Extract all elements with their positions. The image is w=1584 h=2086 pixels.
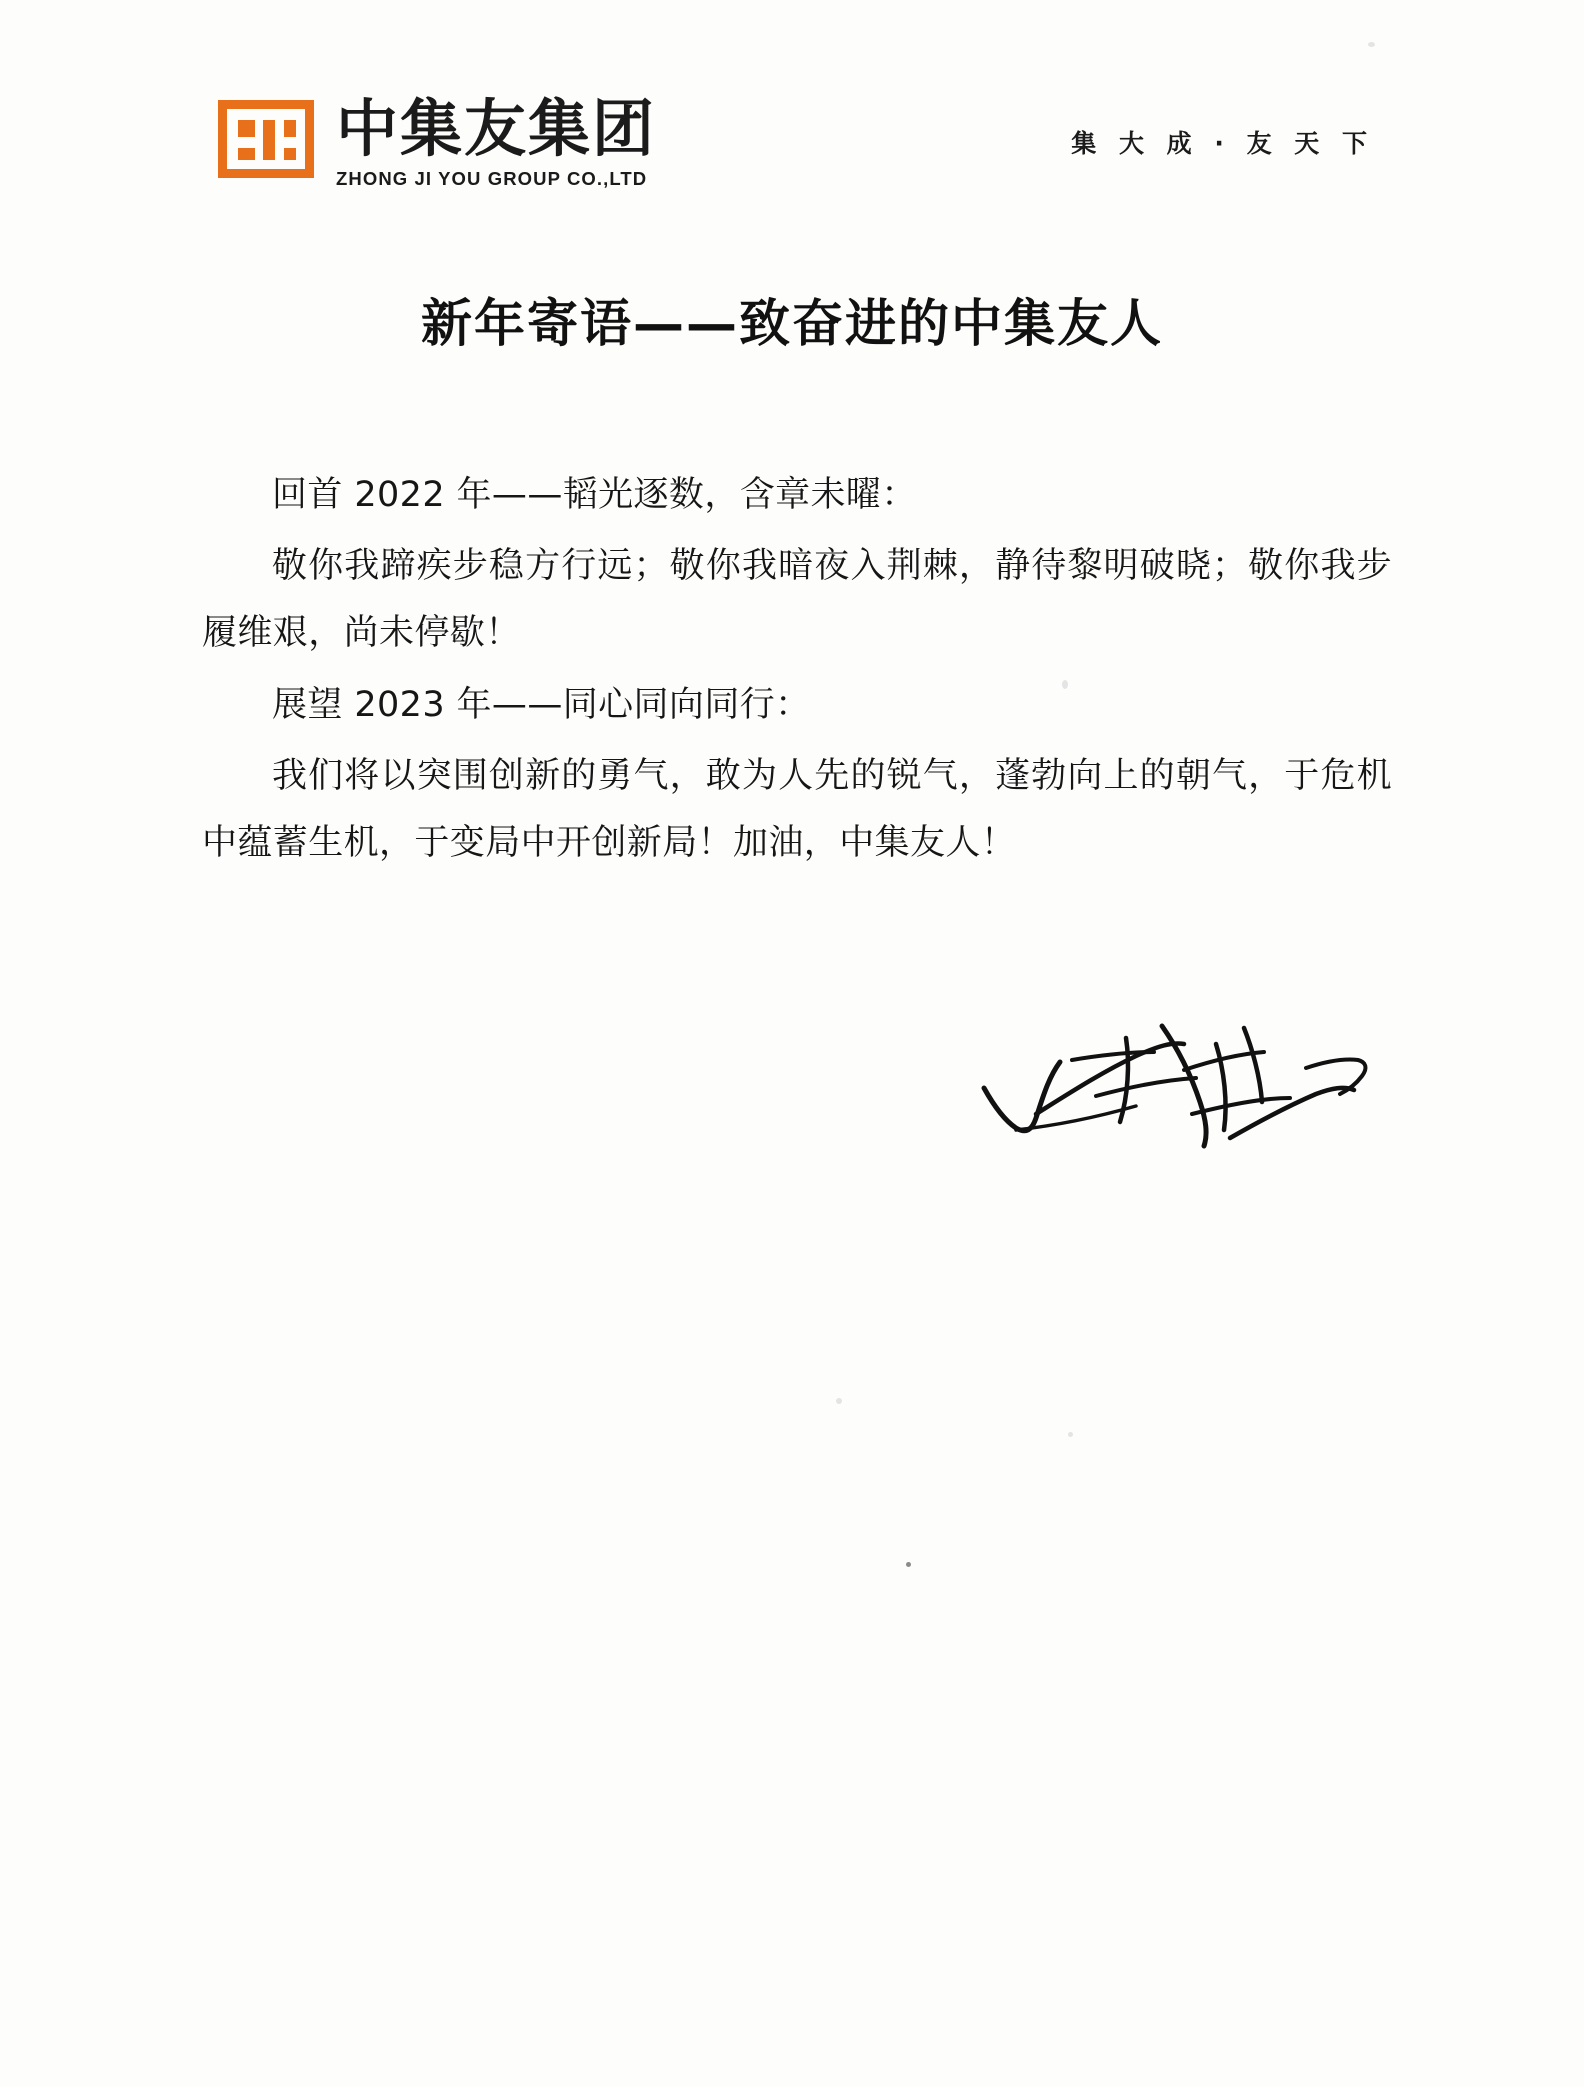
scan-artifact bbox=[1062, 680, 1068, 689]
scan-artifact bbox=[906, 1562, 911, 1567]
document-header bbox=[0, 92, 1584, 206]
scan-artifact bbox=[836, 1398, 842, 1404]
logo-wordmark bbox=[336, 92, 657, 190]
scan-artifact bbox=[1368, 42, 1375, 47]
signature-image bbox=[976, 1010, 1376, 1220]
paragraph: 展望 2023 年——同心同向同行： bbox=[272, 684, 811, 725]
logo-mark-icon bbox=[218, 100, 314, 178]
paragraph: 我们将以突围创新的勇气，敢为人先的锐气，蓬勃向上的朝气，于危机中蕴蓄生机，于变局中开创新局！加油，中集友人！ bbox=[202, 755, 1392, 863]
scan-artifact bbox=[1068, 1432, 1073, 1437]
document-body bbox=[202, 462, 1392, 881]
page-title: 新年寄语——致奋进的中集友人 bbox=[420, 295, 1163, 354]
logo-english-name: ZHONG JI YOU GROUP CO.,LTD bbox=[336, 168, 648, 190]
paragraph: 回首 2022 年——韬光逐数，含章未曜： bbox=[272, 475, 917, 515]
logo-chinese-name: 中集友集团 bbox=[336, 92, 657, 165]
company-logo bbox=[218, 92, 657, 190]
company-slogan: 集 大 成 · 友 天 下 bbox=[1071, 129, 1374, 158]
paragraph: 敬你我蹄疾步稳方行远；敬你我暗夜入荆棘，静待黎明破晓；敬你我步履维艰，尚未停歇！ bbox=[202, 546, 1392, 654]
